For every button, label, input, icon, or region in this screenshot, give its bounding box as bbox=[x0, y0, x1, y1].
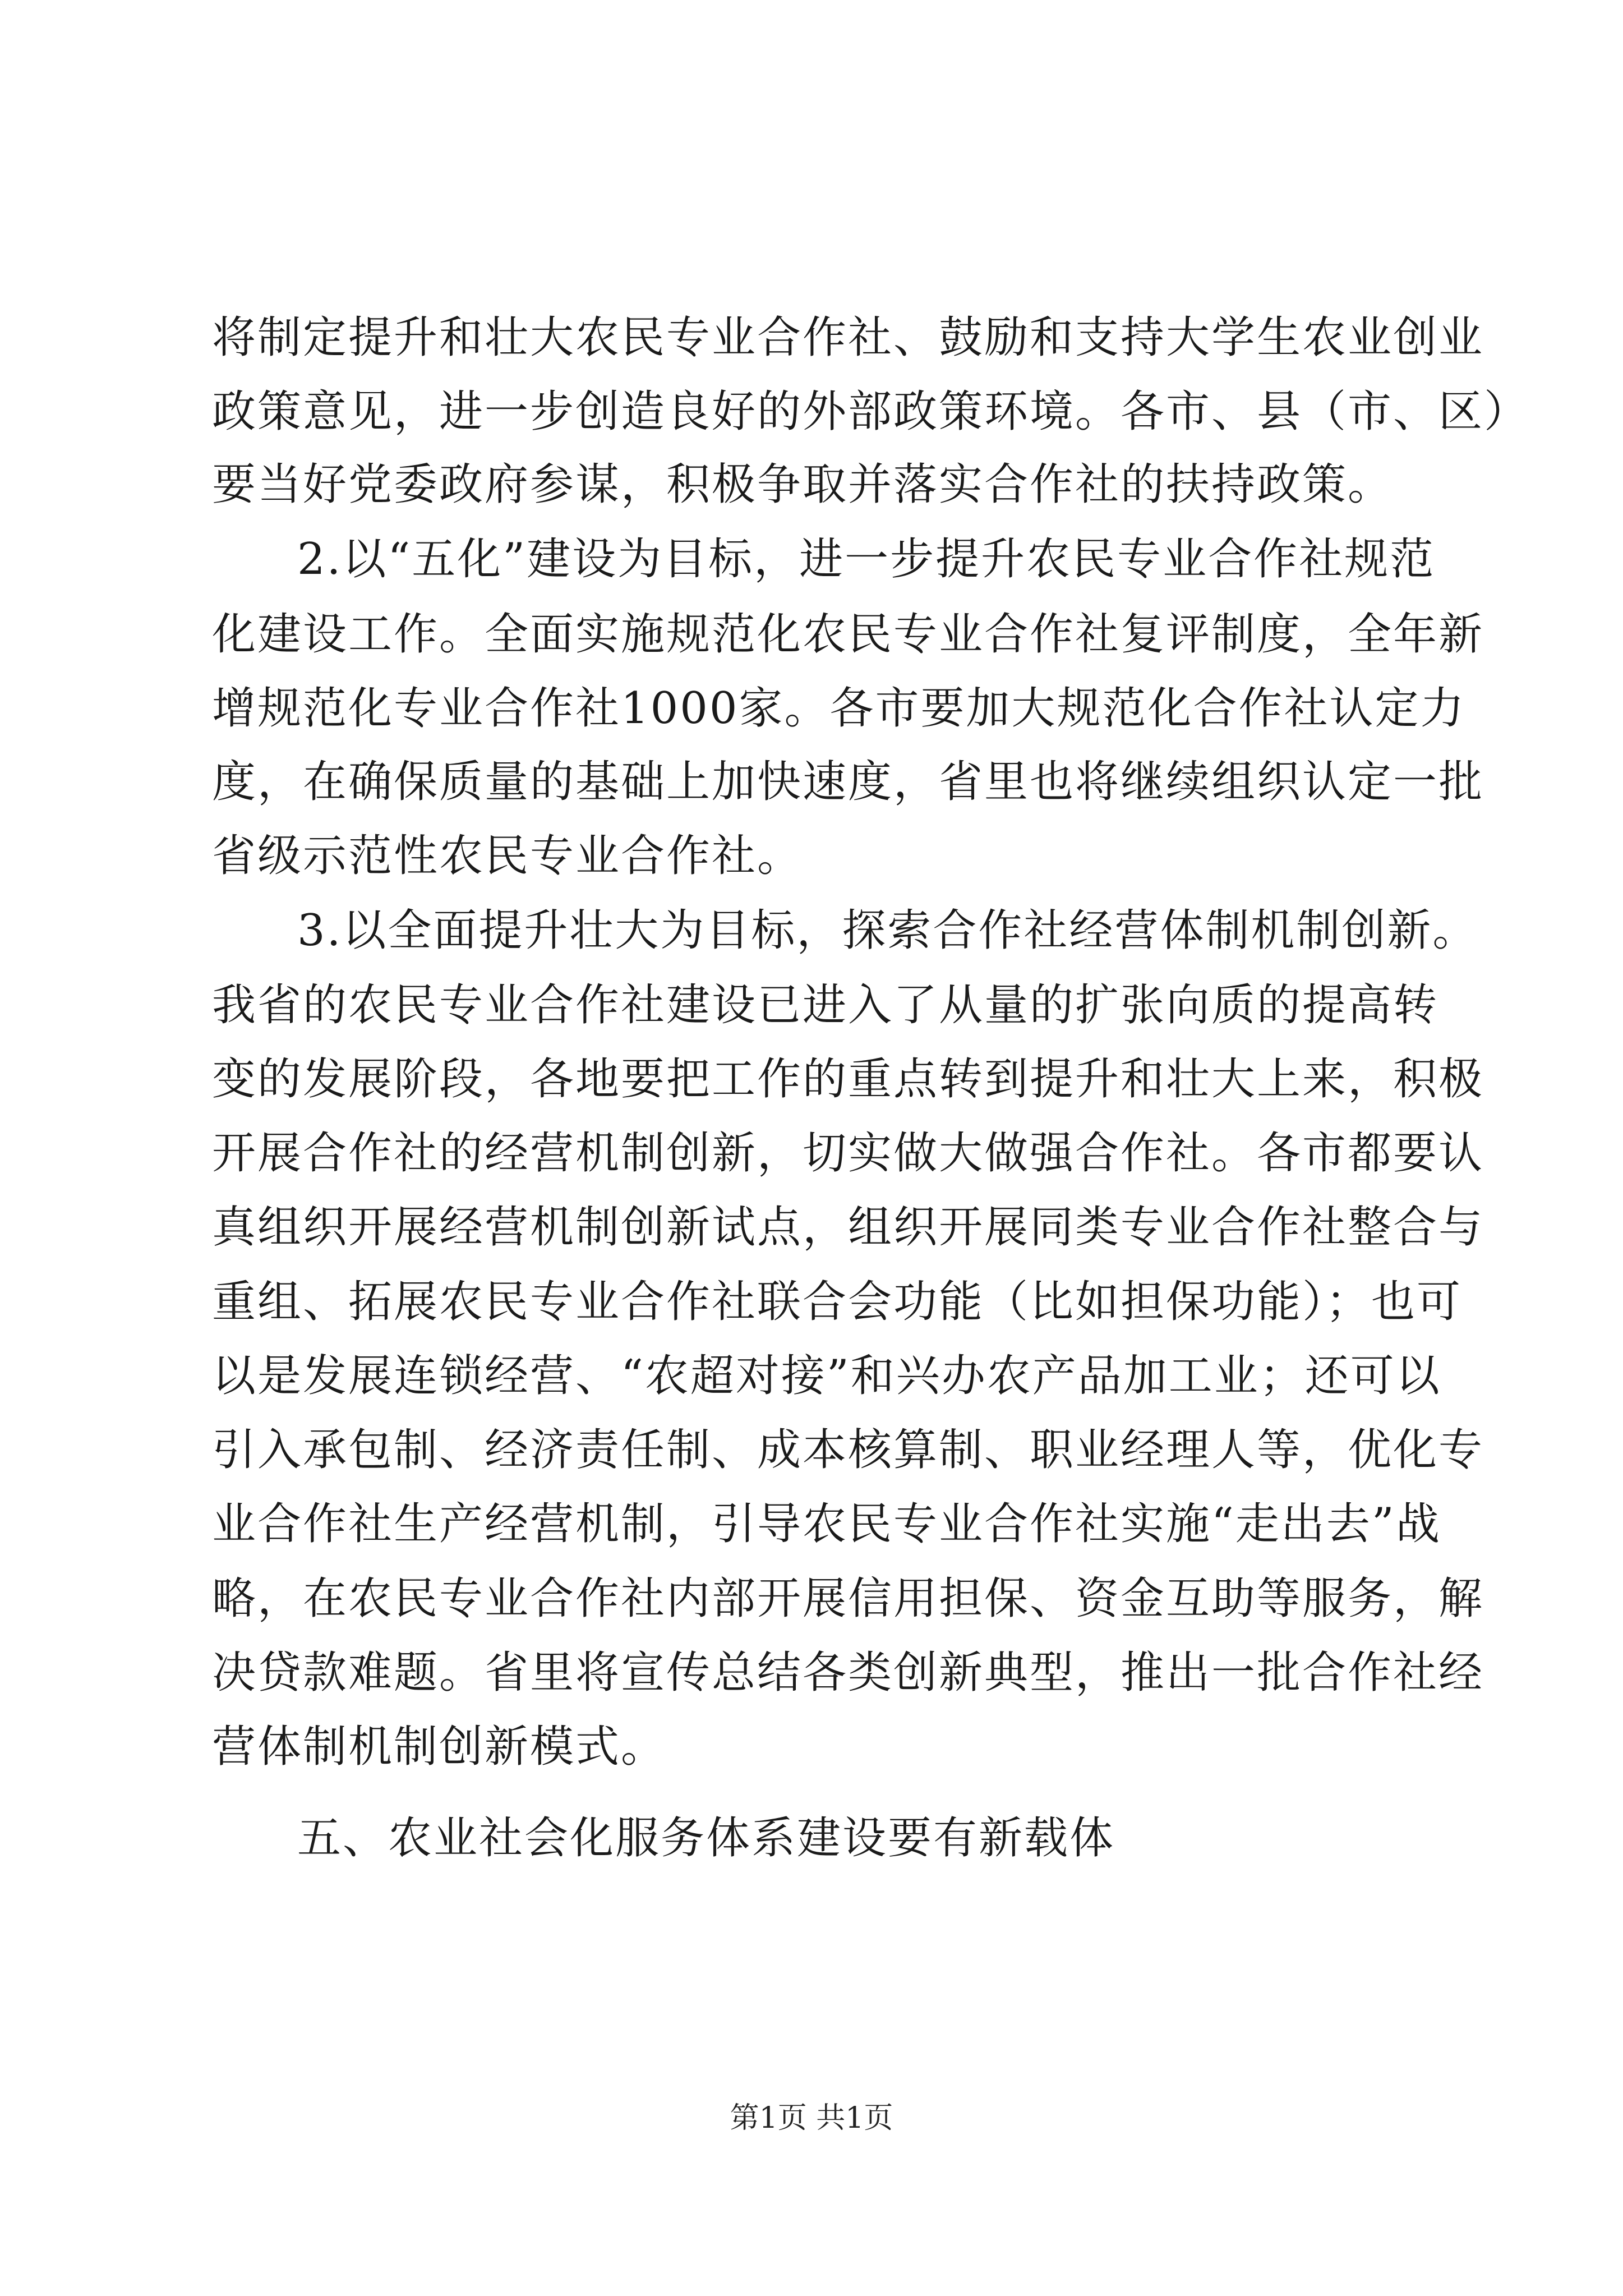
text-line: 化建设工作。全面实施规范化农民专业合作社复评制度，全年新 bbox=[212, 609, 1484, 660]
text-line: 以是发展连锁经营、“农超对接”和兴办农产品加工业；还可以 bbox=[212, 1351, 1441, 1401]
text-line: 增规范化专业合作社1000家。各市要加大规范化合作社认定力 bbox=[212, 683, 1466, 734]
text-line: 决贷款难题。省里将宣传总结各类创新典型，推出一批合作社经 bbox=[212, 1648, 1484, 1698]
text-line: 真组织开展经营机制创新试点，组织开展同类专业合作社整合与 bbox=[212, 1202, 1484, 1253]
text-line: 变的发展阶段，各地要把工作的重点转到提升和壮大上来，积极 bbox=[212, 1054, 1484, 1105]
text-line: 引入承包制、经济责任制、成本核算制、职业经理人等，优化专 bbox=[212, 1425, 1484, 1475]
text-line: 开展合作社的经营机制创新，切实做大做强合作社。各市都要认 bbox=[212, 1128, 1484, 1179]
text-line: 略，在农民专业合作社内部开展信用担保、资金互助等服务，解 bbox=[212, 1573, 1484, 1624]
text-line: 要当好党委政府参谋，积极争取并落实合作社的扶持政策。 bbox=[212, 459, 1394, 510]
text-line: 营体制机制创新模式。 bbox=[212, 1722, 667, 1772]
text-line: 3.以全面提升壮大为目标，探索合作社经营体制机制创新。 bbox=[297, 905, 1478, 956]
text-line: 我省的农民专业合作社建设已进入了从量的扩张向质的提高转 bbox=[212, 980, 1439, 1030]
text-line: 重组、拓展农民专业合作社联合会功能（比如担保功能）；也可 bbox=[212, 1277, 1463, 1327]
text-line: 省级示范性农民专业合作社。 bbox=[212, 831, 803, 881]
text-line: 度，在确保质量的基础上加快速度，省里也将继续组织认定一批 bbox=[212, 757, 1484, 807]
text-line: 2.以“五化”建设为目标，进一步提升农民专业合作社规范 bbox=[297, 534, 1436, 585]
section-heading: 五、农业社会化服务体系建设要有新载体 bbox=[297, 1813, 1115, 1864]
text-line: 政策意见，进一步创造良好的外部政策环境。各市、县（市、区） bbox=[212, 386, 1530, 437]
text-line: 业合作社生产经营机制，引导农民专业合作社实施“走出去”战 bbox=[212, 1499, 1441, 1549]
text-line: 将制定提升和壮大农民专业合作社、鼓励和支持大学生农业创业 bbox=[212, 312, 1484, 363]
page-number-footer: 第1页 共1页 bbox=[730, 2101, 893, 2135]
